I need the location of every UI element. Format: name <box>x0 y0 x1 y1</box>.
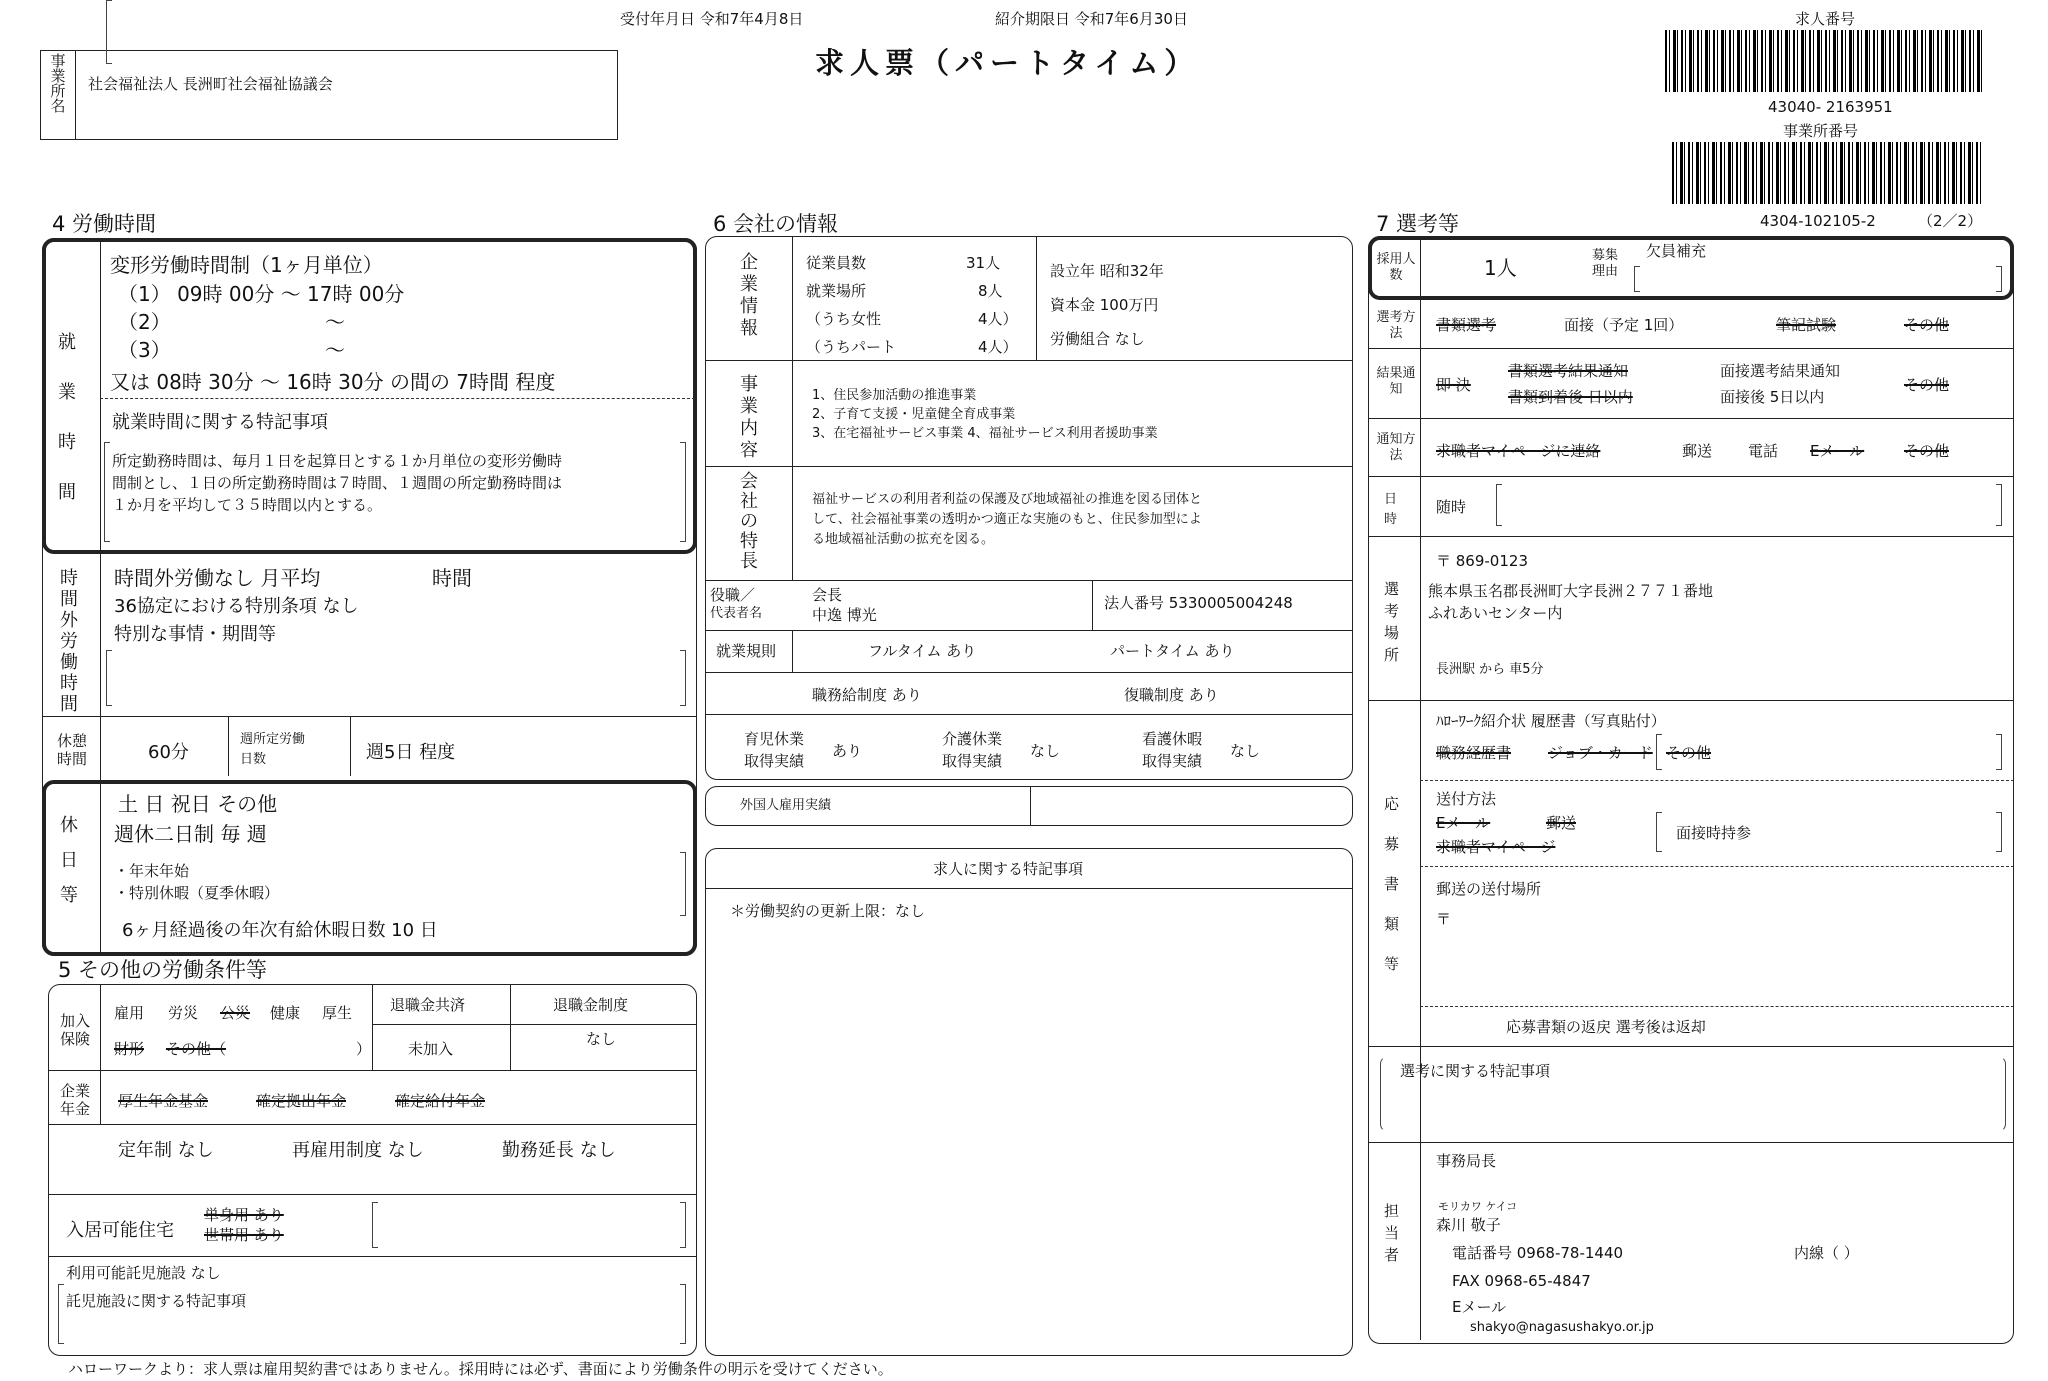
section-7-title: 7 選考等 <box>1376 212 1460 236</box>
page-number: （2／2） <box>1918 212 1983 230</box>
reemployment: 復職制度 あり <box>1124 686 1219 704</box>
childcare-note: 託児施設に関する特記事項 <box>66 1292 247 1310</box>
doc-jobcard: ジョブ・カード <box>1548 744 1653 762</box>
insurance-label: 加入保険 <box>59 1012 90 1048</box>
staff-label: 担当者 <box>1384 1202 1400 1264</box>
break-label: 休憩時間 <box>56 732 87 768</box>
place-address: 熊本県玉名郡長洲町大字長洲２７７１番地 <box>1428 582 1714 600</box>
shift-2: （2） <box>118 310 171 334</box>
holiday-note-2: ・特別休暇（夏季休暇） <box>114 884 280 902</box>
break-time: 60分 <box>148 742 189 763</box>
result-doc: 書類選考結果通知 <box>1508 362 1629 380</box>
rep-label-2: 代表者名 <box>710 606 763 621</box>
staff-kana: モリカワ ケイコ <box>1438 1200 1518 1213</box>
overtime: 時間外労働なし 月平均 <box>114 566 321 590</box>
agreement-36: 36協定における特別条項 なし <box>114 596 359 617</box>
notice-phone: 電話 <box>1748 442 1779 460</box>
date: 随時 <box>1436 498 1467 516</box>
feature-3: る地域福祉活動の拡充を図る。 <box>812 532 995 547</box>
sick-leave: なし <box>1230 742 1261 760</box>
housing-family: 世帯用 あり <box>204 1226 284 1244</box>
ins-other: その他（ <box>166 1040 227 1058</box>
feature-1: 福祉サービスの利用者利益の保護及び地域福祉の推進を図る団体と <box>812 492 1203 507</box>
staff-fax: FAX 0968-65-4847 <box>1452 1272 1591 1290</box>
childcare-leave: あり <box>832 742 863 760</box>
doc-career: 職務経歴書 <box>1436 744 1512 762</box>
retirement-value: なし <box>586 1030 617 1048</box>
shift-2-tilde: ～ <box>325 310 345 334</box>
section-5-title: 5 その他の労働条件等 <box>58 958 268 982</box>
result-label: 結果通知 <box>1376 366 1416 397</box>
sick-leave-label: 看護休暇 <box>1142 730 1203 748</box>
childcare-leave-label: 育児休業 <box>744 730 805 748</box>
notice-label: 通知方法 <box>1376 432 1416 463</box>
paid-leave: 6ヶ月経過後の年次有給休暇日数 10 日 <box>122 920 438 941</box>
footer-notice: ハローワークより：求人票は雇用契約書ではありません。採用時には必ず、書面により労働条件の明示を受けてください。 <box>68 1360 893 1378</box>
staff-email: shakyo@nagasushakyo.or.jp <box>1470 1320 1654 1335</box>
ins-employment: 雇用 <box>114 1004 145 1022</box>
childcare-leave-record: 取得実績 <box>744 752 805 770</box>
rules-parttime: パートタイム あり <box>1110 642 1235 660</box>
mutual-value: 未加入 <box>408 1040 454 1058</box>
result-other: その他 <box>1904 376 1950 394</box>
staff-dept: 事務局長 <box>1436 1152 1497 1170</box>
holiday-note-1: ・年末年始 <box>114 862 190 880</box>
corporate-number: 法人番号 5330005004248 <box>1104 594 1293 612</box>
mutual-label: 退職金共済 <box>390 996 466 1014</box>
part: 4人） <box>978 338 1018 356</box>
method-document: 書類選考 <box>1436 316 1497 334</box>
rules-label: 就業規則 <box>716 642 777 660</box>
labor-union: 労働組合 なし <box>1050 330 1145 348</box>
overtime-label: 時間外労働時間 <box>60 568 78 715</box>
ins-public: 公災 <box>220 1004 251 1022</box>
staff-phone: 電話番号 0968-78-1440 <box>1452 1244 1624 1262</box>
result-interview: 面接選考結果通知 <box>1720 362 1841 380</box>
weekly-days: 週5日 程度 <box>366 742 456 763</box>
retirement-age: 定年制 なし <box>118 1140 214 1161</box>
ins-pension: 厚生 <box>322 1004 353 1022</box>
overtime-unit: 時間 <box>432 566 472 590</box>
pension-label: 企業年金 <box>59 1082 90 1118</box>
special-title: 求人に関する特記事項 <box>933 860 1084 878</box>
reason-label: 募集理由 <box>1592 248 1619 279</box>
site-employees: 8人 <box>978 282 1003 300</box>
part-label: （うちパート <box>806 338 897 356</box>
pension-db: 確定給付年金 <box>395 1092 486 1110</box>
foreign-employment: 外国人雇用実績 <box>740 798 832 813</box>
job-number-barcode <box>1665 30 1985 92</box>
rules-fulltime: フルタイム あり <box>868 642 977 660</box>
employees-label: 従業員数 <box>806 254 867 272</box>
feature-2: して、社会福祉事業の透明かつ適正な実施のもと、住民参加型によ <box>812 512 1202 527</box>
site-employees-label: 就業場所 <box>806 282 867 300</box>
section-6-title: 6 会社の情報 <box>713 212 839 236</box>
notice-mail: 郵送 <box>1682 442 1713 460</box>
housing-single: 単身用 あり <box>204 1206 284 1224</box>
place-label: 選考場所 <box>1384 580 1400 664</box>
skill-pay: 職務給制度 あり <box>812 686 922 704</box>
work-note-3: １か月を平均して３５時間以内とする。 <box>112 496 383 514</box>
company-info-label: 企業情報 <box>740 252 758 339</box>
documents-required: ﾊﾛｰﾜｰｸ紹介状 履歴書（写真貼付） <box>1436 712 1666 730</box>
rep-position: 会長 <box>812 586 843 604</box>
shift-1: （1） 09時 00分 ～ 17時 00分 <box>118 282 405 306</box>
business-label: 事業内容 <box>740 374 758 461</box>
place-zip: 〒 869-0123 <box>1436 552 1528 570</box>
send-method-label: 送付方法 <box>1436 790 1497 808</box>
notice-mypage: 求職者マイページに連絡 <box>1436 442 1601 460</box>
office-number-label: 事業所番号 <box>1783 122 1859 140</box>
ins-accident: 労災 <box>168 1004 199 1022</box>
capital: 資本金 100万円 <box>1050 296 1159 314</box>
housing-label: 入居可能住宅 <box>66 1220 174 1241</box>
doc-return: 応募書類の返戻 選考後は返却 <box>1506 1018 1706 1036</box>
result-interview-days: 面接後 5日以内 <box>1720 388 1825 406</box>
women: 4人） <box>978 310 1018 328</box>
established: 設立年 昭和32年 <box>1050 262 1164 280</box>
ins-other-close: ） <box>356 1040 372 1058</box>
method-other: その他 <box>1904 316 1950 334</box>
company-box <box>40 50 618 140</box>
business-3: 3、在宅福祉サービス事業 4、福祉サービス利用者援助事業 <box>812 426 1158 441</box>
staff-extension: 内線（ ） <box>1794 1244 1859 1262</box>
company-name: 社会福祉法人 長洲町社会福祉協議会 <box>88 75 333 93</box>
work-hours-label: 就業時間 <box>58 332 76 503</box>
weekly-days-label-1: 週所定労働 <box>240 732 306 747</box>
hire-count-label: 採用人数 <box>1376 252 1416 283</box>
alt-hours: 又は 08時 30分 ～ 16時 30分 の間の 7時間 程度 <box>110 370 556 394</box>
work-hours-note-label: 就業時間に関する特記事項 <box>112 412 328 433</box>
special-box <box>705 848 1353 1356</box>
retirement-label: 退職金制度 <box>553 996 629 1014</box>
staff-email-label: Eメール <box>1452 1298 1507 1316</box>
features-label: 会社の特長 <box>740 471 758 572</box>
job-number-label: 求人番号 <box>1795 10 1856 28</box>
ins-savings: 財形 <box>114 1040 145 1058</box>
rep-label-1: 役職／ <box>710 586 756 604</box>
business-1: 1、住民参加活動の推進事業 <box>812 388 977 403</box>
send-email: Eメール <box>1436 814 1491 832</box>
referral-deadline: 紹介期限日 令和7年6月30日 <box>995 10 1188 28</box>
women-label: （うち女性 <box>806 310 882 328</box>
nursing-leave-label: 介護休業 <box>942 730 1003 748</box>
date-label: 日時 <box>1384 492 1398 527</box>
office-number: 4304-102105-2 <box>1760 212 1876 230</box>
work-note-1: 所定勤務時間は、毎月１日を起算日とする１か月単位の変形労働時 <box>112 452 563 470</box>
company-label: 事業所名 <box>50 52 66 115</box>
place-access: 長洲駅 から 車5分 <box>1436 662 1544 677</box>
holiday-label: 休日等 <box>60 815 78 906</box>
hire-count: 1人 <box>1484 256 1517 280</box>
ins-health: 健康 <box>270 1004 301 1022</box>
method-interview: 面接（予定 1回） <box>1564 316 1684 334</box>
received-date: 受付年月日 令和7年4月8日 <box>620 10 804 28</box>
shift-3-tilde: ～ <box>325 338 345 362</box>
pension-fund: 厚生年金基金 <box>118 1092 209 1110</box>
holidays: 土 日 祝日 その他 <box>118 792 278 816</box>
work-note-2: 間制とし、１日の所定勤務時間は７時間、１週間の所定勤務時間は <box>112 474 563 492</box>
method-written: 筆記試験 <box>1776 316 1837 334</box>
section-4-title: 4 労働時間 <box>52 212 157 236</box>
result-doc-days: 書類到着後 日以内 <box>1508 388 1633 406</box>
employees: 31人 <box>966 254 1001 272</box>
selection-note-label: 選考に関する特記事項 <box>1400 1062 1551 1080</box>
special-text: ＊労働契約の更新上限：なし <box>730 902 926 920</box>
special-circumstances: 特別な事情・期間等 <box>114 624 276 645</box>
rehire: 再雇用制度 なし <box>292 1140 424 1161</box>
job-number: 43040- 2163951 <box>1768 98 1893 116</box>
shift-3: （3） <box>118 338 171 362</box>
shift-system: 変形労働時間制（1ヶ月単位） <box>110 253 383 277</box>
sick-leave-record: 取得実績 <box>1142 752 1203 770</box>
pension-dc: 確定拠出年金 <box>256 1092 347 1110</box>
extension: 勤務延長 なし <box>502 1140 616 1161</box>
nursing-leave: なし <box>1030 742 1061 760</box>
send-mypage: 求職者マイページ <box>1436 838 1556 856</box>
page-title: 求人票（パートタイム） <box>815 46 1200 80</box>
mail-zip: 〒 <box>1436 910 1452 928</box>
staff-name: 森川 敬子 <box>1436 1216 1501 1234</box>
office-number-barcode <box>1672 142 1984 204</box>
notice-email: Eメール <box>1810 442 1865 460</box>
method-label: 選考方法 <box>1376 310 1416 341</box>
place-building: ふれあいセンター内 <box>1428 604 1563 622</box>
nursing-leave-record: 取得実績 <box>942 752 1003 770</box>
documents-label: 応募書類等 <box>1384 795 1400 973</box>
business-2: 2、子育て支援・児童健全育成事業 <box>812 407 1016 422</box>
send-in-person: 面接時持参 <box>1676 824 1752 842</box>
result-immediate: 即 決 <box>1436 376 1471 394</box>
send-mail: 郵送 <box>1546 814 1577 832</box>
rep-name: 中逸 博光 <box>812 606 877 624</box>
mail-destination-label: 郵送の送付場所 <box>1436 880 1542 898</box>
weekly-holiday: 週休二日制 毎 週 <box>114 822 267 846</box>
company-info-box <box>705 236 1353 780</box>
reason: 欠員補充 <box>1646 242 1707 260</box>
doc-other: その他 <box>1666 744 1712 762</box>
notice-other: その他 <box>1904 442 1950 460</box>
childcare: 利用可能託児施設 なし <box>66 1264 221 1282</box>
weekly-days-label-2: 日数 <box>240 752 267 767</box>
